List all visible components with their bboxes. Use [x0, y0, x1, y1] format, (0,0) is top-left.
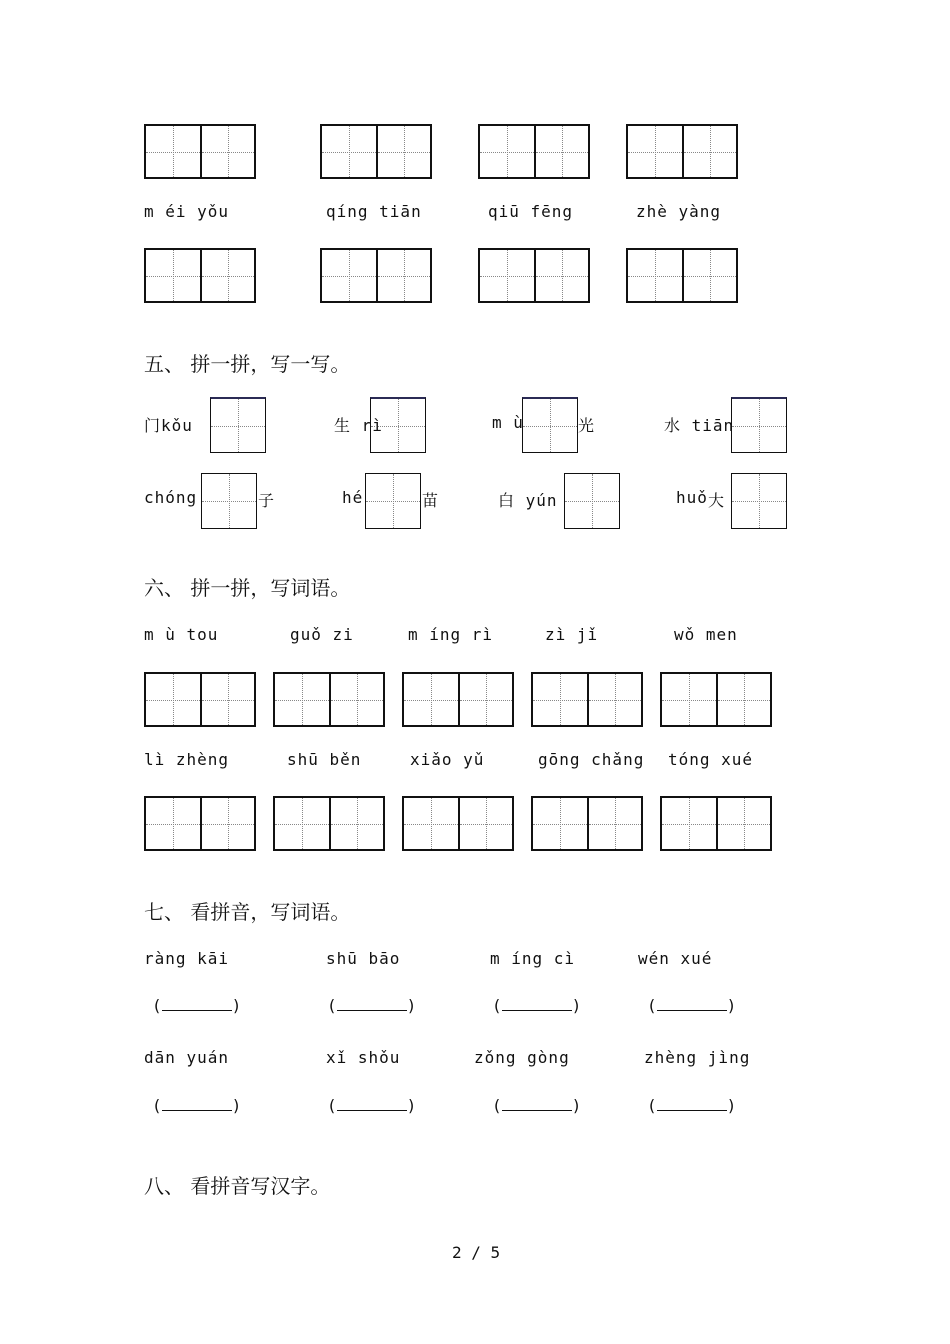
prompt-text: hé	[342, 488, 364, 507]
writing-box[interactable]	[365, 473, 421, 529]
writing-grid[interactable]	[320, 248, 432, 303]
writing-grid[interactable]	[478, 124, 590, 179]
answer-blank[interactable]: ( )	[492, 1096, 582, 1115]
pinyin-label: guǒ zi	[290, 625, 354, 644]
writing-box[interactable]	[522, 397, 578, 453]
writing-grid[interactable]	[660, 672, 772, 727]
pinyin-label: zhè yàng	[636, 202, 722, 221]
pinyin-label: wén xué	[638, 949, 713, 968]
pinyin-label: xiǎo yǔ	[410, 750, 485, 769]
writing-grid[interactable]	[531, 796, 643, 851]
writing-grid[interactable]	[626, 124, 738, 179]
pinyin-label: zǒng gòng	[474, 1048, 570, 1067]
writing-box[interactable]	[210, 397, 266, 453]
pinyin-label: dān yuán	[144, 1048, 230, 1067]
answer-blank[interactable]: ( )	[152, 1096, 242, 1115]
answer-blank[interactable]: ( )	[647, 1096, 737, 1115]
prompt-text: 门kǒu	[144, 416, 193, 435]
writing-box[interactable]	[731, 473, 787, 529]
writing-grid[interactable]	[402, 796, 514, 851]
answer-blank[interactable]: ( )	[327, 996, 417, 1015]
pinyin-label: qíng tiān	[326, 202, 422, 221]
writing-box[interactable]	[731, 397, 787, 453]
writing-grid[interactable]	[144, 248, 256, 303]
prompt-text: 大	[708, 491, 726, 510]
pinyin-label: shū běn	[287, 750, 362, 769]
writing-grid[interactable]	[531, 672, 643, 727]
pinyin-label: shū bāo	[326, 949, 401, 968]
writing-grid[interactable]	[660, 796, 772, 851]
pinyin-label: wǒ men	[674, 625, 738, 644]
writing-grid[interactable]	[402, 672, 514, 727]
section-heading: 八、 看拼音写汉字。	[144, 1174, 331, 1198]
answer-blank[interactable]: ( )	[492, 996, 582, 1015]
prompt-text: chóng	[144, 488, 198, 507]
writing-box[interactable]	[370, 397, 426, 453]
writing-grid[interactable]	[478, 248, 590, 303]
writing-box[interactable]	[564, 473, 620, 529]
pinyin-label: m éi yǒu	[144, 202, 230, 221]
pinyin-label: tóng xué	[668, 750, 754, 769]
writing-box[interactable]	[201, 473, 257, 529]
pinyin-label: lì zhèng	[144, 750, 230, 769]
pinyin-label: zì jǐ	[545, 625, 599, 644]
pinyin-label: qiū fēng	[488, 202, 574, 221]
page-number: 2 / 5	[452, 1243, 501, 1262]
answer-blank[interactable]: ( )	[152, 996, 242, 1015]
pinyin-label: gōng chǎng	[538, 750, 645, 769]
prompt-text: 水 tiān	[664, 416, 735, 435]
prompt-text: 子	[258, 491, 276, 510]
prompt-text: 光	[578, 416, 596, 435]
prompt-text: huǒ	[676, 488, 708, 507]
pinyin-label: m íng rì	[408, 625, 494, 644]
prompt-text: m ù	[492, 413, 524, 432]
writing-grid[interactable]	[144, 796, 256, 851]
pinyin-label: ràng kāi	[144, 949, 230, 968]
writing-grid[interactable]	[320, 124, 432, 179]
writing-grid[interactable]	[144, 672, 256, 727]
writing-grid[interactable]	[144, 124, 256, 179]
section-heading: 五、 拼一拼，写一写。	[144, 352, 351, 376]
writing-grid[interactable]	[626, 248, 738, 303]
answer-blank[interactable]: ( )	[327, 1096, 417, 1115]
pinyin-label: xǐ shǒu	[326, 1048, 401, 1067]
prompt-text: 苗	[422, 491, 440, 510]
writing-grid[interactable]	[273, 672, 385, 727]
pinyin-label: m íng cì	[490, 949, 576, 968]
section-heading: 七、 看拼音，写词语。	[144, 900, 351, 924]
writing-grid[interactable]	[273, 796, 385, 851]
pinyin-label: m ù tou	[144, 625, 219, 644]
prompt-text: 生 rì	[334, 416, 383, 435]
prompt-text: 白 yún	[498, 491, 558, 510]
pinyin-label: zhèng jìng	[644, 1048, 751, 1067]
section-heading: 六、 拼一拼，写词语。	[144, 576, 351, 600]
answer-blank[interactable]: ( )	[647, 996, 737, 1015]
